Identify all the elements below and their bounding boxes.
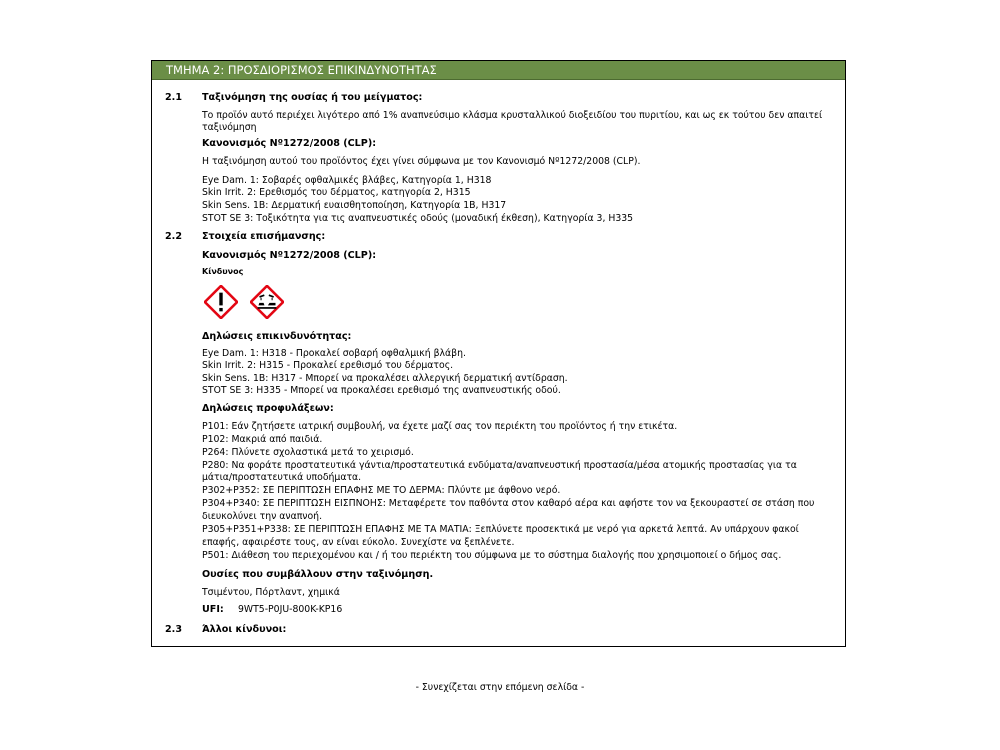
continued-footer: - Συνεχίζεται στην επόμενη σελίδα -	[415, 682, 585, 693]
corrosion-pictogram-icon	[250, 285, 284, 319]
hazard-statement: Eye Dam. 1: H318 - Προκαλεί σοβαρή οφθαλμική βλάβη.	[202, 348, 466, 359]
contributing-substances-heading: Ουσίες που συμβάλλουν στην ταξινόμηση.	[202, 569, 434, 580]
section-frame	[151, 60, 846, 647]
classification-intro-line1: Το προϊόν αυτό περιέχει λιγότερο από 1% αναπνεύσιμο κλάσμα κρυσταλλικού διοξειδίου του πυριτίου, και ως εκ τούτου δεν απαιτεί	[202, 110, 823, 121]
classification-intro-line2: ταξινόμηση	[202, 122, 257, 133]
precaution-statement: P264: Πλύνετε σχολαστικά μετά το χειρισμό.	[202, 447, 414, 458]
classification-item: Skin Irrit. 2: Ερεθισμός του δέρματος, κατηγορία 2, H315	[202, 187, 471, 198]
precaution-statement: P280: Να φοράτε προστατευτικά γάντια/προστατευτικά ενδύματα/αναπνευστική προστασία/μέσα ατομικής προστασίας για τα	[202, 460, 797, 471]
section-number-2-3: 2.3	[165, 624, 182, 635]
precaution-statement: μάτια/προστατευτικά υποδήματα.	[202, 472, 362, 483]
clp-heading-1: Κανονισμός Nº1272/2008 (CLP):	[202, 138, 377, 149]
precaution-statement: επαφής, αφαιρέστε τους, αν είναι εύκολο. Συνεχίστε να ξεπλένετε.	[202, 537, 515, 548]
label-elements-heading: Στοιχεία επισήμανσης:	[202, 231, 326, 242]
precaution-statement: P305+P351+P338: ΣΕ ΠΕΡΙΠΤΩΣΗ ΕΠΑΦΗΣ ΜΕ ΤΑ ΜΑΤΙΑ: Ξεπλύνετε προσεκτικά με νερό για αρκετά λεπτά. Αν υπάρχουν φακοί	[202, 524, 799, 535]
hazard-statement: Skin Sens. 1B: H317 - Μπορεί να προκαλέσει αλλεργική δερματική αντίδραση.	[202, 373, 568, 384]
precaution-statement: P501: Διάθεση του περιεχομένου και / ή του περιέκτη του σύμφωνα με το σύστημα διαλογής που χρησιμοποιεί ο δήμος σας.	[202, 550, 782, 561]
classification-item: Eye Dam. 1: Σοβαρές οφθαλμικές βλάβες, Κατηγορία 1, H318	[202, 175, 492, 186]
precaution-statement: P302+P352: ΣΕ ΠΕΡΙΠΤΩΣΗ ΕΠΑΦΗΣ ΜΕ ΤΟ ΔΕΡΜΑ: Πλύντε με άφθονο νερό.	[202, 485, 561, 496]
precaution-statement: διευκολύνει την αναπνοή.	[202, 511, 323, 522]
classification-item: STOT SE 3: Τοξικότητα για τις αναπνευστικές οδούς (μοναδική έκθεση), Κατηγορία 3, H335	[202, 213, 634, 224]
signal-word: Κίνδυνος	[202, 267, 244, 276]
ufi-label: UFI:	[202, 604, 224, 615]
hazard-statements-heading: Δηλώσεις επικινδυνότητας:	[202, 331, 352, 342]
hazard-statement: Skin Irrit. 2: H315 - Προκαλεί ερεθισμό του δέρματος.	[202, 360, 454, 371]
section-header: ΤΜΗΜΑ 2: ΠΡΟΣΔΙΟΡΙΣΜΟΣ ΕΠΙΚΙΝΔΥΝΟΤΗΤΑΣ	[152, 61, 845, 80]
classification-item: Skin Sens. 1B: Δερματική ευαισθητοποίηση, Κατηγορία 1B, H317	[202, 200, 507, 211]
hazard-statement: STOT SE 3: H335 - Μπορεί να προκαλέσει ερεθισμό της αναπνευστικής οδού.	[202, 385, 561, 396]
ufi-value: 9WT5-P0JU-800K-KP16	[238, 604, 343, 615]
clp-heading-2: Κανονισμός Nº1272/2008 (CLP):	[202, 250, 377, 261]
precaution-statement: P102: Μακριά από παιδιά.	[202, 434, 323, 445]
section-number-2-2: 2.2	[165, 231, 182, 242]
clp-text: Η ταξινόμηση αυτού του προϊόντος έχει γίνει σύμφωνα με τον Κανονισμό Nº1272/2008 (CLP).	[202, 156, 641, 167]
other-hazards-heading: Άλλοι κίνδυνοι:	[202, 624, 287, 635]
section-number-2-1: 2.1	[165, 92, 182, 103]
contributing-substances-text: Τσιμέντου, Πόρτλαντ, χημικά	[202, 587, 340, 598]
precaution-statement: P101: Εάν ζητήσετε ιατρική συμβουλή, να έχετε μαζί σας τον περιέκτη του προϊόντος ή την ετικέτα.	[202, 421, 678, 432]
classification-heading: Ταξινόμηση της ουσίας ή του μείγματος:	[202, 92, 423, 103]
exclamation-pictogram-icon	[204, 285, 238, 319]
precaution-statement: P304+P340: ΣΕ ΠΕΡΙΠΤΩΣΗ ΕΙΣΠΝΟΗΣ: Μεταφέρετε τον παθόντα στον καθαρό αέρα και αφήστε τον να ξεκουραστεί σε στάση που	[202, 498, 815, 509]
precautionary-statements-heading: Δηλώσεις προφυλάξεων:	[202, 403, 334, 414]
